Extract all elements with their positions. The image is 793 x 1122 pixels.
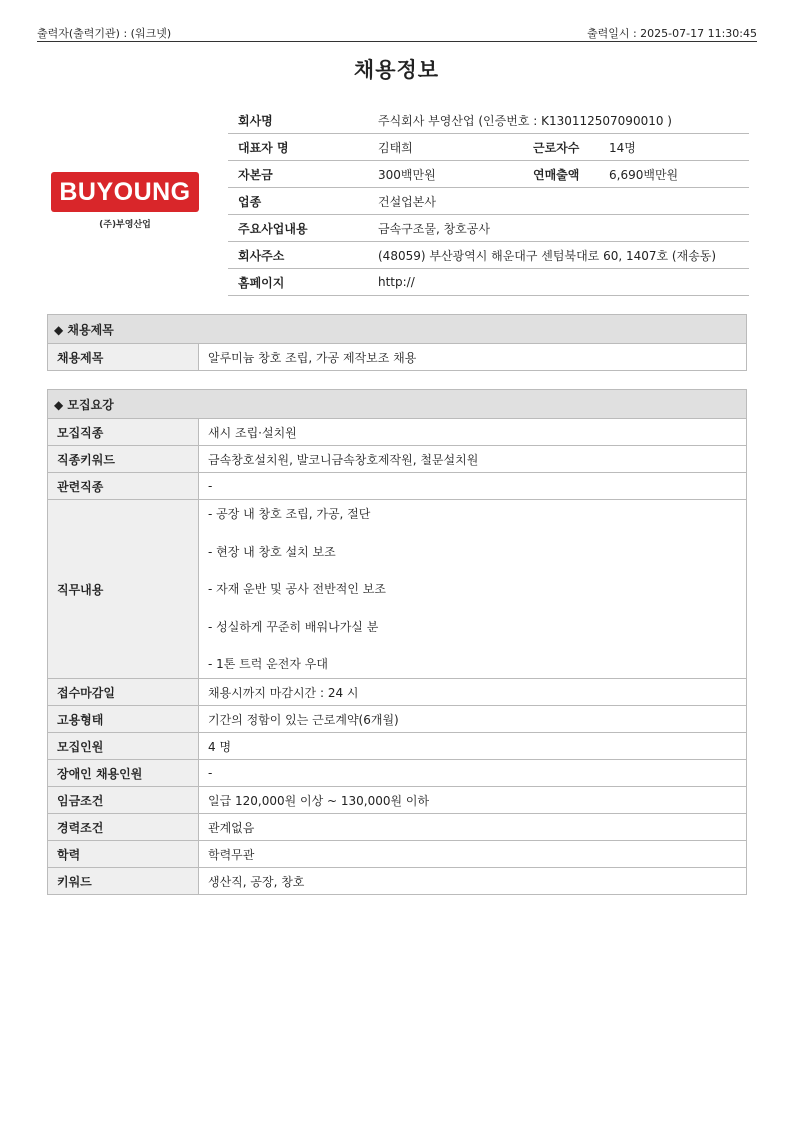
education-label: 학력 <box>48 841 199 868</box>
workers-label: 근로자수 <box>533 134 609 161</box>
duty-item: - 1톤 트럭 운전자 우대 <box>208 657 328 672</box>
capital-value: 300백만원 <box>368 161 533 188</box>
job-value: 새시 조립·설치원 <box>199 419 747 446</box>
related-job-value: - <box>199 473 747 500</box>
employment-type-value: 기간의 정함이 있는 근로계약(6개월) <box>199 706 747 733</box>
print-header <box>37 25 757 41</box>
business-label: 주요사업내용 <box>228 215 368 242</box>
keywords-label: 키워드 <box>48 868 199 895</box>
address-value: (48059) 부산광역시 해운대구 센텀북대로 60, 1407호 (재송동) <box>368 242 749 269</box>
company-name-value: 주식회사 부영산업 (인증번호 : K130112507090010 ) <box>368 107 749 134</box>
company-row-business <box>228 215 749 242</box>
print-by: 출력자(출력기관) : (워크넷) <box>37 27 172 40</box>
keywords-value: 생산직, 공장, 창호 <box>199 868 747 895</box>
ceo-value: 김태희 <box>368 134 533 161</box>
recruit-title-section <box>47 314 747 371</box>
wage-value: 일급 120,000원 이상 ~ 130,000원 이하 <box>199 787 747 814</box>
recruit-details-section <box>47 389 747 895</box>
company-row-ceo <box>228 134 749 161</box>
employment-type-label: 고용형태 <box>48 706 199 733</box>
company-row-homepage <box>228 269 749 296</box>
headcount-value: 4 명 <box>199 733 747 760</box>
company-row-industry <box>228 188 749 215</box>
recruit-details-heading: ◆ 모집요강 <box>48 390 747 419</box>
company-name-label: 회사명 <box>228 107 368 134</box>
company-logo <box>51 172 199 230</box>
logo-subtitle: (주)부영산업 <box>99 220 151 230</box>
disabled-hire-value: - <box>199 760 747 787</box>
ceo-label: 대표자 명 <box>228 134 368 161</box>
company-row-capital <box>228 161 749 188</box>
homepage-link[interactable]: http:// <box>368 269 749 296</box>
recruit-title-value: 알루미늄 창호 조립, 가공 제작보조 채용 <box>199 344 747 371</box>
industry-label: 업종 <box>228 188 368 215</box>
duty-label: 직무내용 <box>48 500 199 679</box>
deadline-label: 접수마감일 <box>48 679 199 706</box>
education-value: 학력무관 <box>199 841 747 868</box>
career-label: 경력조건 <box>48 814 199 841</box>
job-label: 모집직종 <box>48 419 199 446</box>
recruit-title-label: 채용제목 <box>48 344 199 371</box>
headcount-label: 모집인원 <box>48 733 199 760</box>
job-keyword-value: 금속창호설치원, 발코니금속창호제작원, 철문설치원 <box>199 446 747 473</box>
sales-value: 6,690백만원 <box>609 161 749 188</box>
career-value: 관계없음 <box>199 814 747 841</box>
wage-label: 임금조건 <box>48 787 199 814</box>
capital-label: 자본금 <box>228 161 368 188</box>
company-row-address <box>228 242 749 269</box>
duty-list <box>199 500 747 679</box>
business-value: 금속구조물, 창호공사 <box>368 215 749 242</box>
duty-item: - 현장 내 창호 설치 보조 <box>208 544 336 559</box>
duty-item: - 성실하게 꾸준히 배워나가실 분 <box>208 619 379 634</box>
recruit-title-heading: ◆ 채용제목 <box>48 315 747 344</box>
industry-value: 건설업본사 <box>368 188 749 215</box>
duty-item: - 자재 운반 및 공사 전반적인 보조 <box>208 582 386 597</box>
disabled-hire-label: 장애인 채용인원 <box>48 760 199 787</box>
company-info-table <box>228 107 749 296</box>
page-title: 채용정보 <box>353 58 440 82</box>
header-divider <box>37 41 757 42</box>
logo-brand: BUYOUNG <box>51 172 199 212</box>
address-label: 회사주소 <box>228 242 368 269</box>
homepage-label: 홈페이지 <box>228 269 368 296</box>
company-row-name <box>228 107 749 134</box>
related-job-label: 관련직종 <box>48 473 199 500</box>
sales-label: 연매출액 <box>533 161 609 188</box>
print-datetime: 출력일시 : 2025-07-17 11:30:45 <box>586 27 757 40</box>
deadline-value: 채용시까지 마감시간 : 24 시 <box>199 679 747 706</box>
workers-value: 14명 <box>609 134 749 161</box>
duty-item: - 공장 내 창호 조립, 가공, 절단 <box>208 507 371 521</box>
job-keyword-label: 직종키워드 <box>48 446 199 473</box>
